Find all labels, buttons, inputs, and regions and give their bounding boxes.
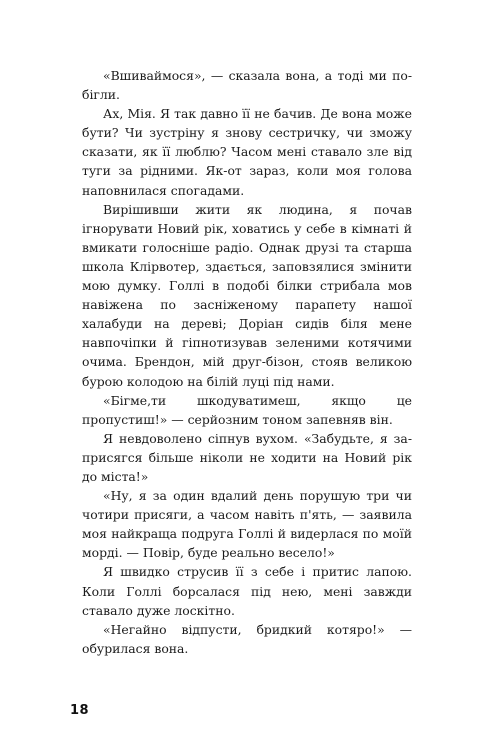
paragraph-3: Вирішивши жити як людина, я почав ігнорувати Новий рік, ховатись у себе в кімнаті й вмикати голосніше радіо. Однак друзі та старша школа Клірвотер, здається, заповзялися змінити мою думку. Голлі в подобі білки стрибала мов навіжена по засніженому парапету нашої халабуди на дереві; Доріан сидів біля мене навпочіпки й гіпнотизував зеленими котячими очима. Брендон, мій друг-бізон, стояв великою бурою колодою на білій луці під нами. <box>82 201 412 389</box>
paragraph-4: «Бігме,ти шкодуватимеш, якщо це пропустиш!» — серйозним тоном запевняв він. <box>82 392 412 427</box>
page-text <box>82 66 412 658</box>
paragraph-7: Я швидко струсив її з себе і притис лапою. Коли Голлі борсалася під нею, мені завжди ставало дуже лоскітно. <box>82 564 412 618</box>
paragraph-8: «Негайно відпусти, бридкий котяро!» — обурилася вона. <box>82 621 412 656</box>
paragraph-6: «Ну, я за один вдалий день порушую три чи чотири присяги, а часом навіть п'ять, — заявила моя найкраща подруга Голлі й видерлася по моїй морді. — Повір, буде реально весело!» <box>82 488 412 561</box>
paragraph-2: Ах, Мія. Я так давно її не бачив. Де вона може бути? Чи зустріну я знову сестричку, чи зможу сказати, як її люблю? Часом мені ставало зле від туги за рідними. Як-от зараз, коли моя голова наповнилася спогадами. <box>82 106 412 198</box>
paragraph-1: «Вшиваймося», — сказала вона, а тоді ми побігли. <box>82 68 412 103</box>
page-number: 18 <box>70 703 90 718</box>
paragraph-5: Я невдоволено сіпнув вухом. «Забудьте, я заприсягся більше ніколи не ходити на Новий рік до міста!» <box>82 430 412 484</box>
